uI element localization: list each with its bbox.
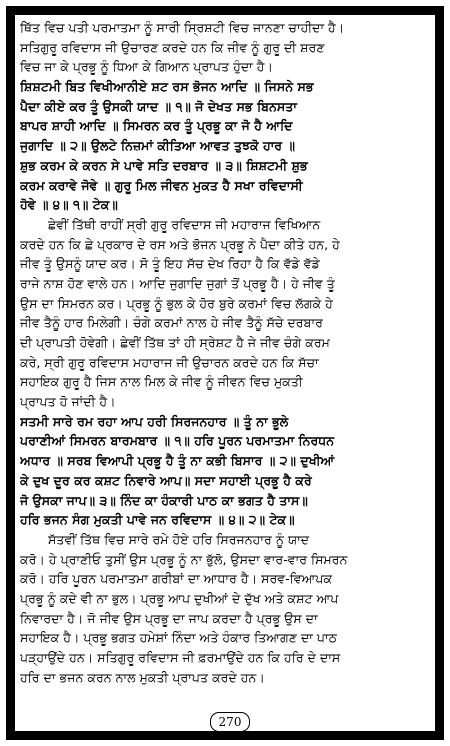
text-line: ਕਰਮ ਕਰਾਵੇ ਜੋਵੇ ॥ ਗੁਰੂ ਮਿਲ ਜੀਵਨ ਮੁਕਤ ਹੈ ਸਖਾ ਰਵਿਦਾਸੀ <box>20 177 303 193</box>
text-line: ਸਹਾਇਕ ਹੈ। ਪ੍ਰਭੂ ਭਗਤ ਹਮੇਸ਼ਾਂ ਨਿੰਦਾ ਅਤੇ ਹੰਕਾਰ ਤਿਆਗਣ ਦਾ ਪਾਠ <box>20 630 337 646</box>
text-line: ਛੇਵੀਂ ਤਿੱਥੀ ਰਾਹੀਂ ਸ੍ਰੀ ਗੁਰੂ ਰਵਿਦਾਸ ਜੀ ਮਹਾਰਾਜ ਵਿਖਿਆਨ <box>48 216 321 232</box>
text-line: ਪਰਾਣੀਆਂ ਸਿਮਰਨ ਬਾਰਮਬਾਰ ॥ ੧॥ ਹਰਿ ਪੂਰਨ ਪਰਮਾਤਮਾ ਨਿਰਧਨ <box>20 433 335 449</box>
text-line: ਜੁਗਾਦਿ ॥ ੨॥ ਉਲਟੇ ਨਿਜ਼ਮਾਂ ਕੀਤਿਆ ਆਵਤ ਤੁਝਕੋ ਹਾਰ ॥ <box>20 138 295 154</box>
text-line: ਵਿਚ ਜਾ ਕੇ ਪ੍ਰਭੂ ਨੂੰ ਧਿਆ ਕੇ ਗਿਆਨ ਪ੍ਰਾਪਤ ਹੁੰਦਾ ਹੈ। <box>20 59 273 75</box>
text-line: ਪੈਦਾ ਕੀਏ ਕਰ ਤੂੰ ਉਸਕੀ ਯਾਦ ॥ ੧॥ ਜੋ ਦੇਖਤ ਸਭ ਬਿਨਸਤਾ <box>20 98 297 114</box>
text-line: ਕਰਦੇ ਹਨ ਕਿ ਛੇ ਪ੍ਰਕਾਰ ਦੇ ਰਸ ਅਤੇ ਭੋਜਨ ਪ੍ਰਭੂ ਨੇ ਪੈਦਾ ਕੀਤੇ ਹਨ, ਹੇ <box>20 236 340 252</box>
text-line: ਕਰੋ। ਹੇ ਪ੍ਰਾਣੀਓ ਤੁਸੀਂ ਉਸ ਪ੍ਰਭੂ ਨੂੰ ਨਾ ਭੁੱਲੋ, ਉਸਦਾ ਵਾਰ-ਵਾਰ ਸਿਮਰਨ <box>20 551 348 567</box>
text-line: ਕਰੇ, ਸ੍ਰੀ ਗੁਰੂ ਰਵਿਦਾਸ ਮਹਾਰਾਜ ਜੀ ਉਚਾਰਨ ਕਰਦੇ ਹਨ ਕਿ ਸੱਚਾ <box>20 354 319 370</box>
text-line: ਹਰਿ ਦਾ ਭਜਨ ਕਰਨ ਨਾਲ ਮੁਕਤੀ ਪ੍ਰਾਪਤ ਕਰਦੇ ਹਨ। <box>20 669 265 685</box>
text-line: ਦੀ ਪ੍ਰਾਪਤੀ ਹੋਵੇਗੀ। ਛੇਵੀਂ ਤਿੱਥ ਤਾਂ ਹੀ ਸ੍ਰੇਸ਼ਟ ਹੈ ਜੇ ਜੀਵ ਚੰਗੇ ਕਰਮ <box>20 335 330 350</box>
text-line: ਨਿਵਾਰਦਾ ਹੈ। ਜੋ ਜੀਵ ਉਸ ਪ੍ਰਭੂ ਦਾ ਜਾਪ ਕਰਦਾ ਹੈ ਪ੍ਰਭੂ ਉਸ ਦਾ <box>20 610 318 626</box>
text-line: ਸੱਤਵੀਂ ਤਿੱਥ ਵਿਚ ਸਾਰੇ ਰਮੇ ਹੋਏ ਹਰਿ ਸਿਰਜਨਹਾਰ ਨੂੰ ਯਾਦ <box>48 531 310 547</box>
text-line: ਸਹਾਇਕ ਗੁਰੂ ਹੈ ਜਿਸ ਨਾਲ ਮਿਲ ਕੇ ਜੀਵ ਨੂੰ ਜੀਵਨ ਵਿਚ ਮੁਕਤੀ <box>20 374 303 390</box>
text-line: ਰਾਜੇ ਨਾਸ਼ ਹੋਣ ਵਾਲੇ ਹਨ। ਆਦਿ ਜੁਗਾਦਿ ਜੁਗਾਂ ਤੋਂ ਪ੍ਰਭੂ ਹੈ। ਹੇ ਜੀਵ ਤੂੰ <box>20 275 335 291</box>
text-line: ਸ਼ੁਭ ਕਰਮ ਕੇ ਕਰਨ ਸੇ ਪਾਵੇ ਸਤਿ ਦਰਬਾਰ ॥ ੩॥ ਸ਼ਿਸ਼ਟਮੀ ਸ਼ੁਭ <box>20 157 308 173</box>
text-line: ਸਤਿਗੁਰੂ ਰਵਿਦਾਸ ਜੀ ਉਚਾਰਣ ਕਰਦੇ ਹਨ ਕਿ ਜੀਵ ਨੂੰ ਗੁਰੂ ਦੀ ਸ਼ਰਣ <box>20 39 325 55</box>
text-line: ਬਾਪਰ ਸ਼ਾਹੀ ਆਦਿ ॥ ਸਿਮਰਨ ਕਰ ਤੂੰ ਪ੍ਰਭੂ ਕਾ ਜੋ ਹੈ ਆਦਿ <box>20 118 293 134</box>
text-line: ਸ਼ਿਸ਼ਟਮੀ ਬਿਤ ਵਿਖੀਆਨੀਏ ਸ਼ਟ ਰਸ ਭੋਜਨ ਆਦਿ ॥ ਜਿਸਨੇ ਸਭ <box>20 79 314 95</box>
page-text <box>20 18 432 698</box>
text-line: ਹੋਵੇ ॥ ੪॥ ੧॥ ਟੇਕ॥ <box>20 197 118 213</box>
text-line: ਹਰਿ ਭਜਨ ਸੰਗ ਮੁਕਤੀ ਪਾਵੇ ਜਨ ਰਵਿਦਾਸ ॥ ੪॥ ੨॥ ਟੇਕ॥ <box>20 512 295 528</box>
text-line: ਪੜ੍ਹਾਉਂਦੇ ਹਨ। ਸਤਿਗੁਰੂ ਰਵਿਦਾਸ ਜੀ ਫ਼ਰਮਾਉਂਦੇ ਹਨ ਕਿ ਹਰਿ ਦੇ ਦਾਸ <box>20 650 341 665</box>
text-line: ਜੋ ਉਸਕਾ ਜਾਪ॥ ੩॥ ਨਿੰਦ ਕਾ ਹੰਕਾਰੀ ਪਾਠ ਕਾ ਭਗਤ ਹੈ ਤਾਸ॥ <box>20 492 308 508</box>
text-line: ਪ੍ਰਭੂ ਨੂੰ ਕਦੇ ਵੀ ਨਾ ਭੁਲ। ਪ੍ਰਭੂ ਆਪ ਦੁਖੀਆਂ ਦੇ ਦੁੱਖ ਅਤੇ ਕਸ਼ਟ ਆਪ <box>20 590 339 606</box>
text-line: ਅਧਾਰ ॥ ਸਰਬ ਵਿਆਪੀ ਪ੍ਰਭੂ ਹੈ ਤੂੰ ਨਾ ਕਭੀ ਬਿਸਾਰ ॥ ੨॥ ਦੁਖੀਆਂ <box>20 453 335 469</box>
text-line: ਜੀਵ ਤੂੰ ਉਸਨੂੰ ਯਾਦ ਕਰ। ਸੋ ਤੂੰ ਇਹ ਸੱਚ ਦੇਖ ਰਿਹਾ ਹੈ ਕਿ ਵੱਡੇ ਵੱਡੇ <box>20 256 320 272</box>
page-number: 270 <box>210 712 250 732</box>
text-line: ਕੇ ਦੁਖ ਦੂਰ ਕਰ ਕਸ਼ਟ ਨਿਵਾਰੇ ਆਪ॥ ਸਦਾ ਸਹਾਈ ਪ੍ਰਭੂ ਹੈ ਕਰੇ <box>20 472 312 488</box>
text-line: ਕਰੋ। ਹਰਿ ਪੂਰਨ ਪਰਮਾਤਮਾ ਗਰੀਬਾਂ ਦਾ ਆਧਾਰ ਹੈ। ਸਰਵ-ਵਿਆਪਕ <box>20 571 333 587</box>
text-line: ਸਤਮੀ ਸਾਰੇ ਰਮ ਰਹਾ ਆਪ ਹਰੀ ਸਿਰਜਨਹਾਰ ॥ ਤੂੰ ਨਾ ਭੂਲੇ <box>20 413 289 429</box>
text-line: ਥਿੱਤ ਵਿਚ ਪਤੀ ਪਰਮਾਤਮਾ ਨੂੰ ਸਾਰੀ ਸ੍ਰਿਸ਼ਟੀ ਵਿਚ ਜਾਨਣਾ ਚਾਹੀਦਾ ਹੈ। <box>20 20 345 35</box>
text-line: ਉਸ ਦਾ ਸਿਮਰਨ ਕਰ। ਪ੍ਰਭੂ ਨੂੰ ਭੁਲ ਕੇ ਹੋਰ ਬੁਰੇ ਕਰਮਾਂ ਵਿਚ ਲੱਗਕੇ ਹੇ <box>20 295 333 311</box>
text-line: ਜੀਵ ਤੈਨੂੰ ਹਾਰ ਮਿਲੇਗੀ। ਚੰਗੇ ਕਰਮਾਂ ਨਾਲ ਹੇ ਜੀਵ ਤੈਨੂੰ ਸੱਚੇ ਦਰਬਾਰ <box>20 315 323 331</box>
text-line: ਪ੍ਰਾਪਤ ਹੋ ਜਾਂਦੀ ਹੈ। <box>20 394 116 410</box>
